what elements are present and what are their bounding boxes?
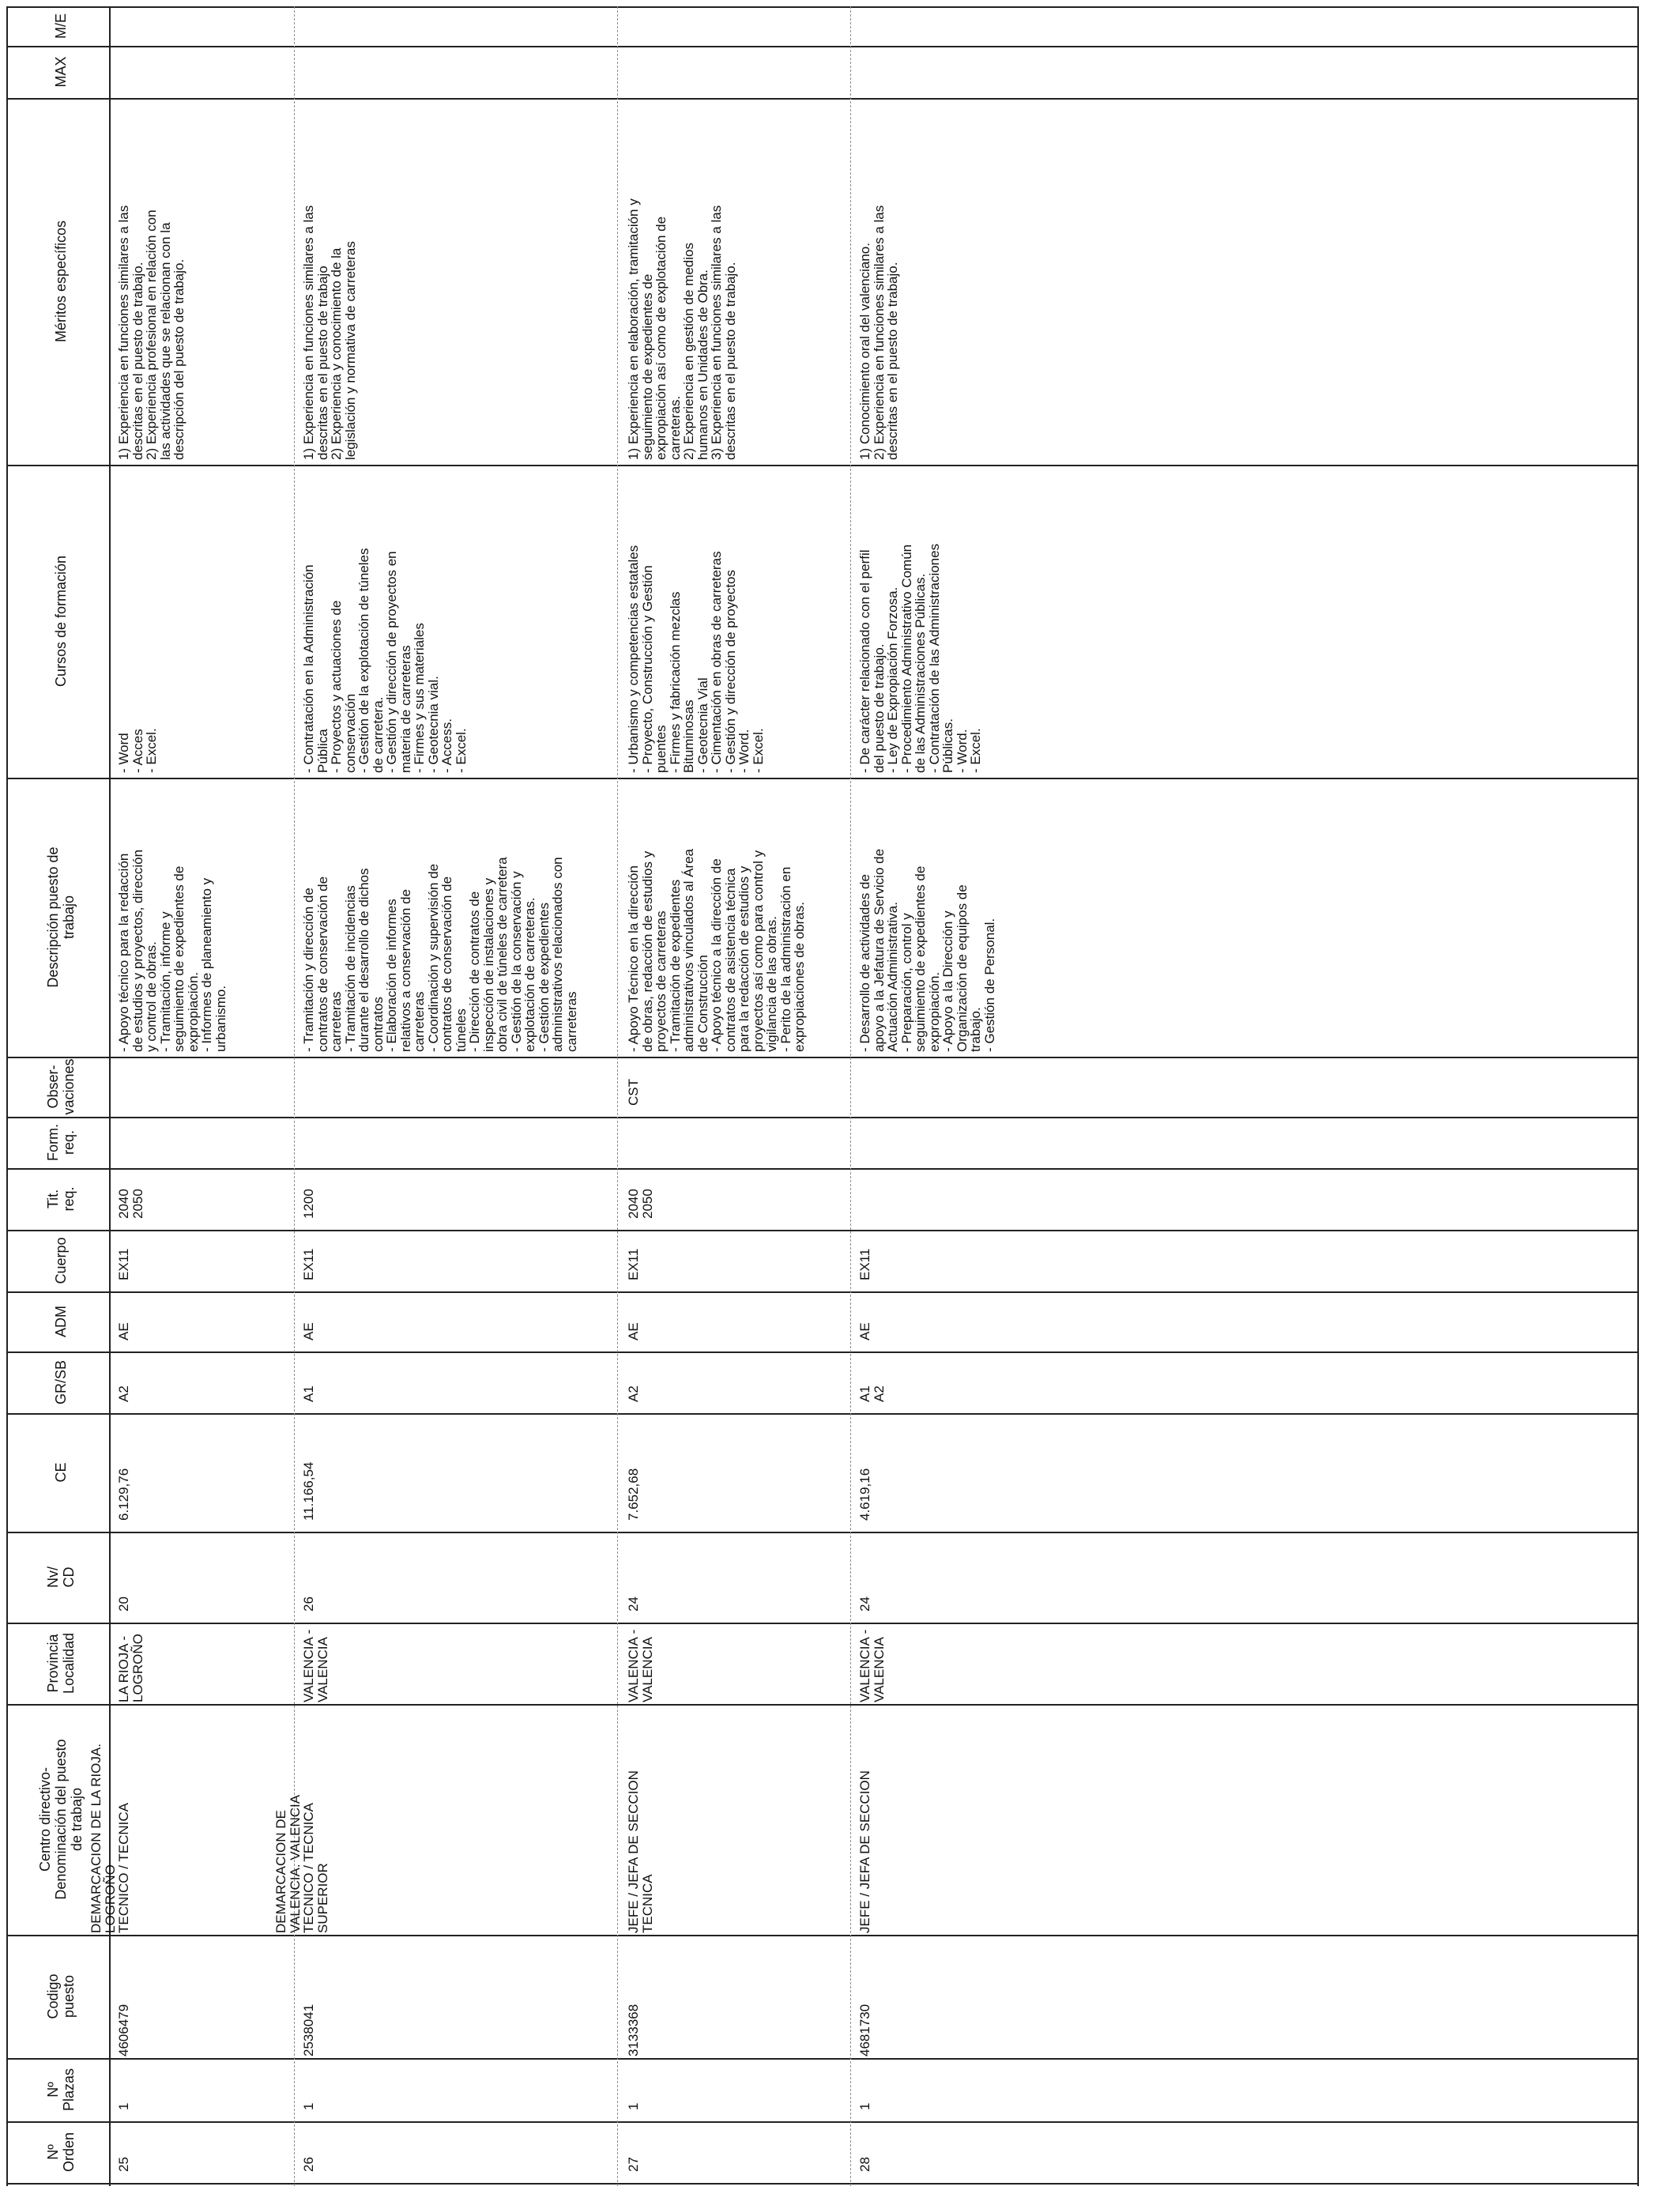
row-3-denominacion: JEFE / JEFA DE SECCION TECNICA (626, 1770, 655, 1933)
header-ce: CE (53, 1462, 69, 1483)
row-2-cursos: - Contratación en la Administración Pública - Proyectos y actuaciones de conservación - Gestión de la explotación de túneles de carretera. - Gestión y dirección de proyectos en materia de carreteras - Firmes y sus materiales - Geotecnia vial. - Access. - Excel. (301, 548, 469, 773)
row-1-meritos: 1) Experiencia en funciones similares a las descritas en el puesto de trabajo. 2) Experiencia profesional en relación con las actividades que se relacionan con la descripción del puesto de trabajo. (116, 205, 186, 460)
row-4-cursos: - De carácter relacionado con el perfil del puesto de trabajo. - Ley de Expropiación Forzosa. - Procedimiento Administrativo Común de las Administraciones Públicas. - Contratación de las Administraciones Públicas. - Word. - Excel. (857, 543, 983, 773)
row-3-titulacion: 2040 2050 (626, 1189, 655, 1219)
row-1-descripcion: - Apoyo técnico para la redacción de estudios y proyectos, dirección y control de obras. - Tramitación, informe y seguimiento de expedientes de expropiación. - Informes de planeamiento y urbanismo. (116, 849, 228, 1052)
column-rule (6, 1117, 1637, 1118)
row-2-orden: 26 (301, 2157, 316, 2172)
header-max: MAX (53, 56, 69, 88)
row-2-denominacion: TECNICO / TECNICA SUPERIOR (301, 1803, 330, 1933)
row-3-descripcion: - Apoyo Técnico en la dirección de obras, redacción de estudios y proyectos de carreteras - Tramitación de expedientes administrativos vinculados al Área de Construcción - Apoyo técnico a la dirección de contratos de asistencia técnica para la redacción de estudios y proyectos así como para control y vigilancia de las obras. - Perito de la administración en expropiaciones de obras. (626, 848, 807, 1052)
row-3-codigo: 3133368 (626, 2004, 641, 2056)
row-2-centro-directivo: DEMARCACION DE VALENCIA. VALENCIA (273, 1794, 303, 1933)
column-rule (6, 1168, 1637, 1170)
row-2-provincia: VALENCIA - VALENCIA (301, 1629, 330, 1702)
table-border-bottom (1637, 6, 1639, 2186)
row-2-descripcion: - Tramitación y dirección de contratos de conservación de carreteras - Tramitación de incidencias durante el desarrollo de dichos contratos - Elaboración de informes relativos a conservación de carreteras - Coordinación y supervisión de contratos de conservación de túneles - Dirección de contratos de inspección de instalaciones y obra civil de túneles de carretera - Gestión de la conservación y explotación de carreteras. - Gestión de expedientes administrativos relacionados con carreteras (301, 857, 579, 1052)
row-4-cuerpo: EX11 (857, 1248, 872, 1280)
header-grupo: GR/SB (53, 1360, 69, 1405)
row-1-provincia: LA RIOJA - LOGROÑO (116, 1634, 145, 1702)
row-1-adm: AE (116, 1322, 131, 1340)
column-rule (6, 2121, 1637, 2123)
column-rule (6, 1057, 1637, 1058)
row-1-denominacion: TECNICO / TECNICA (116, 1803, 131, 1933)
row-4-meritos: 1) Conocimiento oral del valenciano. 2) Experiencia en funciones similares a las descritas en el puesto de trabajo. (857, 205, 900, 460)
table-border-right (6, 6, 1637, 8)
table-border-top (6, 6, 8, 2186)
row-3-observaciones: CST (626, 1079, 641, 1106)
column-rule (6, 46, 1637, 47)
column-rule (6, 1413, 1637, 1415)
row-4-descripcion: - Desarrollo de actividades de apoyo a la Jefatura de Servicio de Actuación Administrativa. - Preparación, control y seguimiento de expedientes de expropiación. - Apoyo a la Dirección y Organización de equipos de trabajo. - Gestión de Personal. (857, 848, 997, 1052)
column-rule (6, 1935, 1637, 1936)
row-1-nivel: 20 (116, 1596, 131, 1612)
row-3-cuerpo: EX11 (626, 1248, 641, 1280)
column-rule (6, 1623, 1637, 1624)
row-4-provincia: VALENCIA - VALENCIA (857, 1629, 887, 1702)
header-orden: Nº Orden (45, 2132, 77, 2173)
row-2-ce: 11.166,54 (301, 1461, 316, 1521)
row-3-provincia: VALENCIA - VALENCIA (626, 1629, 655, 1702)
row-3-plazas: 1 (626, 2102, 641, 2110)
row-4-nivel: 24 (857, 1596, 872, 1612)
row-4-orden: 28 (857, 2157, 872, 2172)
row-4-adm: AE (857, 1322, 872, 1340)
column-rule (6, 2058, 1637, 2060)
column-rule (6, 1291, 1637, 1293)
row-1-cuerpo: EX11 (116, 1248, 131, 1280)
column-rule (6, 465, 1637, 466)
column-rule (6, 778, 1637, 779)
row-4-grupo: A1 A2 (857, 1385, 887, 1402)
header-adm: ADM (53, 1306, 69, 1337)
column-rule (6, 1351, 1637, 1353)
header-cuerpo: Cuerpo (53, 1237, 69, 1284)
column-rule (6, 1532, 1637, 1533)
row-1-centro-directivo: DEMARCACION DE LA RIOJA. LOGROÑO (89, 1744, 118, 1933)
row-4-denominacion: JEFE / JEFA DE SECCION (857, 1770, 872, 1933)
table-border-left (6, 2183, 1637, 2185)
row-3-grupo: A2 (626, 1385, 641, 1402)
column-rule (6, 98, 1637, 100)
row-separator (617, 6, 618, 2186)
row-2-codigo: 2538041 (301, 2004, 316, 2056)
row-2-grupo: A1 (301, 1385, 316, 1402)
row-2-cuerpo: EX11 (301, 1248, 316, 1280)
row-3-nivel: 24 (626, 1596, 641, 1612)
row-1-titulacion: 2040 2050 (116, 1189, 145, 1219)
header-nivel: Nv/ CD (45, 1566, 77, 1588)
row-1-plazas: 1 (116, 2102, 131, 2110)
row-3-orden: 27 (626, 2157, 641, 2172)
row-3-adm: AE (626, 1322, 641, 1340)
header-provincia: Provincia Localidad (45, 1632, 77, 1695)
column-rule (6, 1704, 1637, 1706)
row-1-ce: 6.129,76 (116, 1468, 131, 1521)
header-me: M/E (53, 13, 69, 40)
header-cursos: Cursos de formación (53, 555, 69, 688)
row-1-codigo: 4606479 (116, 2004, 131, 2056)
row-2-meritos: 1) Experiencia en funciones similares a las descritas en el puesto de trabajo 2) Experiencia y conocimiento de la legislación y normativa de carreteras (301, 205, 358, 460)
row-3-cursos: - Urbanismo y competencias estatales - Proyecto, Construcción y Gestión puentes - Firmes y fabricación mezclas Bituminosas - Geotecnia Vial - Cimentación en obras de carreteras - Gestión y dirección de proyectos - Word. - Excel. (626, 545, 766, 773)
row-2-plazas: 1 (301, 2102, 316, 2110)
row-2-titulacion: 1200 (301, 1189, 316, 1219)
row-3-ce: 7.652,68 (626, 1468, 641, 1521)
row-4-ce: 4.619,16 (857, 1468, 872, 1521)
header-titulacion: Tit. req. (45, 1186, 77, 1212)
row-2-adm: AE (301, 1322, 316, 1340)
header-meritos: Méritos específicos (53, 220, 69, 343)
row-1-grupo: A2 (116, 1385, 131, 1402)
header-formacion: Form. req. (45, 1124, 77, 1161)
row-1-cursos: - Word - Acces - Excel. (116, 728, 159, 773)
row-4-plazas: 1 (857, 2102, 872, 2110)
column-rule (6, 1230, 1637, 1231)
row-4-codigo: 4681730 (857, 2004, 872, 2056)
header-plazas: Nº Plazas (45, 2068, 77, 2112)
row-1-orden: 25 (116, 2157, 131, 2172)
row-2-nivel: 26 (301, 1596, 316, 1612)
header-centro: Centro directivo- Denominación del puesto de trabajo (37, 1739, 85, 1900)
header-descripcion: Descripción puesto de trabajo (45, 846, 77, 988)
header-observaciones: Obser- vaciones (45, 1058, 77, 1115)
row-separator (850, 6, 851, 2186)
row-3-meritos: 1) Experiencia en elaboración, tramitación y seguimiento de expedientes de expropiación así como de explotación de carreteras. 2) Experiencia en gestión de medios humanos en Unidades de Obra. 3) Experiencia en funciones similares a las descritas en el puesto de trabajo. (626, 198, 738, 460)
header-codigo: Codigo puesto (45, 1973, 77, 2019)
